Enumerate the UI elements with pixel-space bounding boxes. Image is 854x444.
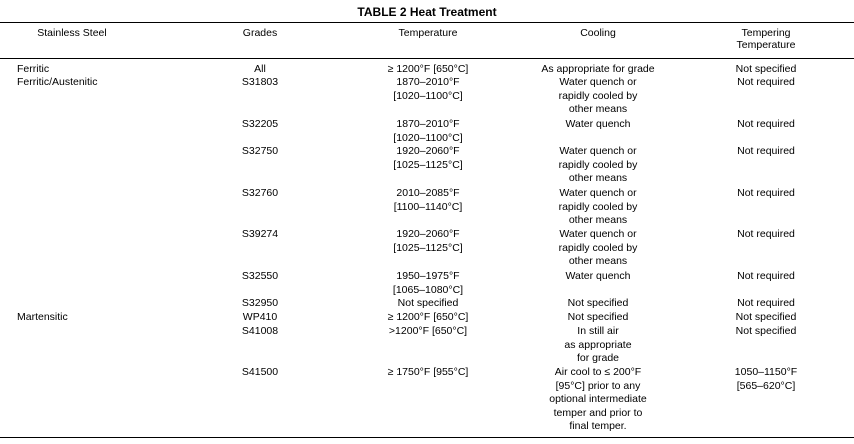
cell-stainless-steel: Ferritic [17, 63, 50, 75]
cell-temperature-line: 1870–2010°F [396, 76, 460, 88]
header-stainless-steel: Stainless Steel [37, 27, 107, 39]
cell-cooling-line: temper and prior to [553, 406, 643, 419]
cell-grade: S31803 [241, 76, 279, 88]
cell-tempering-line: Not specified [735, 311, 797, 323]
cell-cooling-line: rapidly cooled by [558, 241, 638, 254]
cell-temperature-line: ≥ 1200°F [650°C] [387, 63, 469, 75]
cell-cooling-line: Water quench [565, 118, 631, 130]
cell-stainless-steel: Ferritic/Austenitic [17, 76, 98, 88]
cell-cooling-line: Not specified [567, 297, 629, 309]
cell-cooling-line: rapidly cooled by [558, 89, 638, 102]
header-tempering-temperature [706, 27, 826, 51]
cell-cooling-line: other means [568, 255, 628, 268]
cell-cooling-line: as appropriate [564, 338, 632, 351]
cell-temperature-line: ≥ 1200°F [650°C] [387, 311, 469, 323]
cell-grade: S39274 [241, 228, 279, 240]
cell-tempering-line: Not specified [735, 325, 797, 337]
cell-cooling-line: In still air [577, 325, 619, 337]
cell-cooling-line: for grade [576, 352, 620, 365]
cell-temperature-line: 1920–2060°F [396, 228, 460, 240]
cell-tempering-line: Not required [737, 145, 795, 157]
cell-grade: S32760 [241, 187, 279, 199]
cell-grade: S32550 [241, 270, 279, 282]
cell-cooling-line: Air cool to ≤ 200°F [554, 366, 642, 378]
cell-cooling-line: rapidly cooled by [558, 158, 638, 171]
header-cooling: Cooling [580, 27, 616, 39]
cell-tempering-line: Not required [737, 270, 795, 282]
cell-stainless-steel: Martensitic [17, 311, 68, 323]
cell-temperature-line: [1025–1125°C] [393, 158, 463, 171]
cell-temperature-line: ≥ 1750°F [955°C] [387, 366, 469, 378]
cell-grade: S41008 [241, 325, 279, 337]
cell-tempering-line: Not required [737, 76, 795, 88]
cell-cooling-line: [95°C] prior to any [555, 379, 641, 392]
cell-temperature-line: >1200°F [650°C] [388, 325, 468, 337]
cell-grade: S41500 [241, 366, 279, 378]
cell-grade: S32750 [241, 145, 279, 157]
header-temperature: Temperature [398, 27, 458, 39]
cell-temperature-line: 1870–2010°F [396, 118, 460, 130]
cell-cooling-line: rapidly cooled by [558, 200, 638, 213]
cell-tempering-line: Not required [737, 297, 795, 309]
cell-temperature-line: 1950–1975°F [396, 270, 460, 282]
table-title: TABLE 2 Heat Treatment [357, 5, 497, 19]
cell-cooling-line: Water quench or [559, 145, 637, 157]
cell-cooling-line: Water quench or [559, 228, 637, 240]
bottom-rule [0, 437, 854, 438]
cell-cooling-line: Water quench or [559, 76, 637, 88]
cell-temperature-line: Not specified [397, 297, 459, 309]
cell-grade: All [254, 63, 266, 75]
cell-cooling-line: As appropriate for grade [541, 63, 655, 75]
top-rule [0, 22, 854, 23]
cell-cooling-line: Not specified [567, 311, 629, 323]
cell-temperature-line: [1020–1100°C] [393, 89, 463, 102]
cell-temperature-line: [1020–1100°C] [393, 131, 463, 144]
header-grades: Grades [242, 27, 278, 39]
cell-temperature-line: 1920–2060°F [396, 145, 460, 157]
cell-cooling-line: other means [568, 172, 628, 185]
cell-temperature-line: 2010–2085°F [396, 187, 460, 199]
header-rule [0, 58, 854, 59]
cell-grade: S32950 [241, 297, 279, 309]
cell-tempering-line: Not required [737, 118, 795, 130]
cell-temperature-line: [1065–1080°C] [392, 283, 464, 296]
cell-temperature-line: [1025–1125°C] [393, 241, 463, 254]
cell-tempering-line: Not specified [735, 63, 797, 75]
cell-tempering-line: 1050–1150°F [734, 366, 798, 378]
cell-cooling-line: Water quench [565, 270, 631, 282]
header-tempering-line: Temperature [736, 39, 796, 51]
cell-cooling-line: other means [568, 214, 628, 227]
header-tempering-line: Tempering [741, 27, 791, 39]
cell-cooling-line: other means [568, 103, 628, 116]
cell-tempering-line: [565–620°C] [736, 379, 796, 392]
cell-grade: S32205 [241, 118, 279, 130]
cell-tempering-line: Not required [737, 187, 795, 199]
cell-cooling-line: Water quench or [559, 187, 637, 199]
cell-cooling-line: optional intermediate [549, 393, 647, 406]
cell-cooling-line: final temper. [569, 420, 627, 433]
cell-grade: WP410 [242, 311, 278, 323]
cell-tempering-line: Not required [737, 228, 795, 240]
cell-temperature-line: [1100–1140°C] [393, 200, 463, 213]
